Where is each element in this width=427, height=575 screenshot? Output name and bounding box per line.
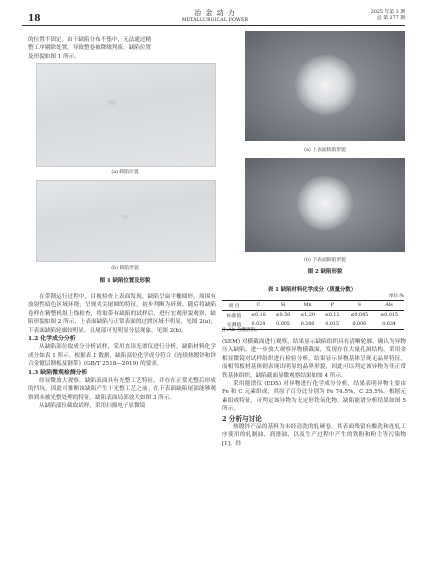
- fig2b-lower-surface-photo: [245, 158, 405, 252]
- fig1a-caption: (a) 缺陷位置: [111, 170, 139, 175]
- paragraph-sem: (SEM) 对横截面进行观察。结果显示缺陷组织具有清晰轮廓，确认为异物压入缺陷。进一步放大观察异物横截面，发现存在大量孔洞结构。采用金相显微镜对试样组织进行检验分析，结果显示异物基体呈现无晶界特征，而相邻板材基体则表现出明显的晶界形貌，因此可以判定该异物为非正常铁基体组织。缺陷截面显微观察结果如图 4 所示。: [222, 339, 406, 379]
- paragraph-eds: 采用能谱仪 (EDS) 对异物进行化学成分分析，结果表明异物主要由 Fe 和 C 元素组成，其原子百分比分别为 Fe 74.5%，C 25.5%。根据元素组成特征，可判定该异物为无定形铁氧化物。缺陷能谱分析结果如图 5 所示。: [222, 381, 406, 413]
- table-cell: 0.024: [246, 320, 271, 330]
- fig1b-defect-morphology-photo: [36, 180, 216, 262]
- table1-caption: 表 1 缺陷材料化学成分（质量分数）: [267, 287, 357, 293]
- section-1-2-heading: 1.2 化学成分分析: [28, 335, 76, 343]
- issue-info: [371, 10, 405, 22]
- table-cell: ≤0.12: [324, 313, 340, 318]
- table-cell: 0.015: [320, 320, 345, 330]
- page-number: 18: [28, 14, 41, 24]
- table-header-cell: C: [246, 301, 271, 311]
- table-cell: 0.034: [374, 320, 404, 330]
- table-cell: 0.005: [271, 320, 296, 330]
- table-cell: 0.200: [295, 320, 320, 330]
- table1-unit: 单位:%: [388, 294, 404, 299]
- table-row: [222, 311, 404, 321]
- journal-title-cn: 冶 金 动 力: [194, 9, 236, 17]
- fig1b-caption: (b) 缺陷形貌: [111, 266, 139, 271]
- left-intro: [28, 36, 214, 61]
- fig1-caption: 图 1 缺陷位置及形貌: [99, 278, 151, 284]
- paragraph-microscopy: 经显微放大观察，缺陷表面具有光整工艺特征，并存在正常光整后形成的凹坑，因此可推断该缺陷产生于光整工艺之前；在下表面缺陷尾部能够观察到未被光整处理的特征。缺陷表面局部放大如图 3 所示。: [28, 378, 216, 401]
- table-cell: ≤1.20: [300, 313, 315, 318]
- defect-mark: [121, 215, 129, 219]
- fig1a-defect-position-photo: [36, 63, 216, 167]
- defect-mark: [107, 100, 117, 105]
- table-header-cell: 项 目: [222, 301, 246, 311]
- section-1-3-heading: 1.3 缺陷微观检测分析: [28, 368, 88, 376]
- paragraph-chemical-analysis: 从缺陷部位取成分分析试样，采用直读光谱仪进行分析，缺陷材料化学成分如表 1 所示。根据表 1 数据，缺陷部位化学成分符合《连续热镀锌和锌合金镀层钢板及钢带》(GB/T 2518—2019) 的要求。: [28, 344, 216, 368]
- fig2b-caption: (b) 下表面缺陷形貌: [304, 258, 346, 263]
- table-header-cell: S: [344, 301, 374, 311]
- paragraph-observation: 在带钢运行过程中，目视检查上表面发现，缺陷呈扁平椭圆形，周围有放射性暗色区域环绕，呈现夹尖尾圆的特征，初步判断为碎斑。随后将缺陷卷样在精整机组上线检查，将取带有缺陷的试样后，进行宏观形貌观察，缺陷形貌如图 2 所示，上表面缺陷与正常表面的过渡区域不明显，见图 2(a)；下表面缺陷轮廓较明显，且尾部可见明显分层现象，见图 2(b)。: [28, 294, 216, 334]
- table1: [222, 300, 404, 330]
- left-body: [28, 293, 216, 411]
- table-header-cell: Si: [271, 301, 296, 311]
- table-cell: 标准值: [226, 314, 242, 319]
- journal-title: [160, 8, 270, 23]
- fig2a-caption: (a) 上表面缺陷形貌: [304, 148, 346, 153]
- paragraph-discussion: 热镀锌产品的基料为未经清洗的轧硬卷，其表面残留有酸洗和连轧工序使用的轧制油、润滑油，以及生产过程中产生的铁粉和粉尘等污染物[1]。经: [222, 424, 406, 447]
- issue-line-1: 2025 年第 3 期: [370, 10, 405, 15]
- section-2-heading: 2 分析与讨论: [222, 414, 262, 423]
- table1-note: 注:Als 为酸溶铝。: [222, 328, 260, 333]
- right-body: [222, 338, 406, 448]
- fig2a-upper-surface-photo: [245, 31, 405, 141]
- journal-title-en: METALLURGICAL POWER: [181, 18, 249, 23]
- header-rule: [22, 25, 405, 26]
- intro-line-3: 及形貌如图 1 所示。: [28, 53, 80, 60]
- table-header-cell: Mn: [295, 301, 320, 311]
- table-header-row: [222, 301, 404, 311]
- table-cell: 0.006: [344, 320, 374, 330]
- table-header-cell: Als: [374, 301, 404, 311]
- table-cell: ≤0.045: [350, 313, 369, 318]
- fig2-caption: 图 2 缺陷形貌: [307, 269, 343, 275]
- defect-spot: [297, 176, 353, 230]
- issue-line-2: 总 第 277 期: [376, 16, 405, 21]
- table-cell: ≤0.50: [275, 313, 291, 318]
- table-cell: 实测值: [222, 320, 246, 330]
- table-cell: ≥0.015: [380, 313, 398, 318]
- intro-line-1: 的位置不固定。由于缺陷分布不集中，无法通过精: [28, 37, 152, 43]
- table-header-cell: P: [320, 301, 345, 311]
- defect-spot: [295, 55, 357, 115]
- table-cell: ≤0.18: [251, 313, 266, 318]
- paragraph-sem-intro: 从缺陷部位截取试样，采用扫描电子显微镜: [39, 403, 146, 410]
- intro-line-2: 整工序剔除处置，导致整卷被降级判废。缺陷位置: [28, 45, 152, 52]
